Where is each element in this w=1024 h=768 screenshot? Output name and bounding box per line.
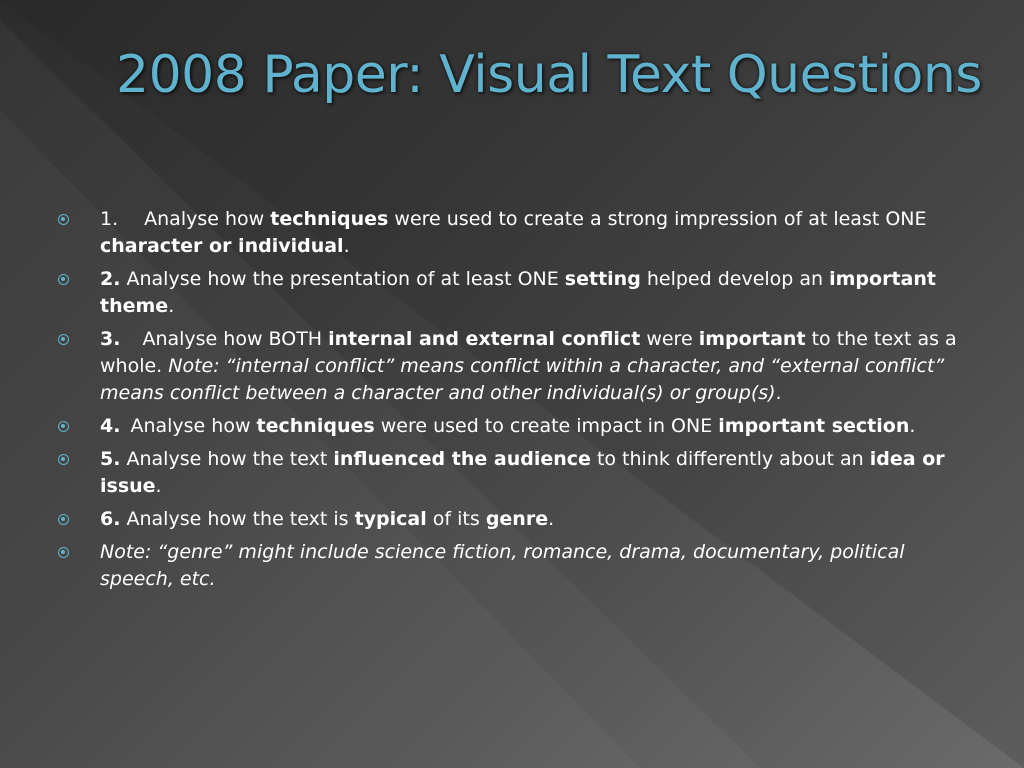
item-text: Analyse how bbox=[144, 208, 271, 230]
item-emphasis: genre bbox=[485, 508, 549, 530]
circled-dot-bullet-icon bbox=[58, 421, 69, 432]
item-number: 2. bbox=[100, 268, 121, 290]
item-emphasis: techniques bbox=[270, 208, 389, 230]
item-number: 1. bbox=[100, 208, 119, 230]
list-item bbox=[58, 266, 978, 320]
slide-title: 2008 Paper: Visual Text Questions bbox=[116, 45, 982, 105]
item-emphasis: important bbox=[698, 328, 806, 350]
item-note: Note: “internal conflict” means conflict within a character, and “external conflict” means conflict between a character and other individual(s) or group(s) bbox=[100, 355, 945, 404]
item-text: helped develop an bbox=[640, 268, 830, 290]
item-text: to the text as a whole. bbox=[100, 328, 957, 377]
item-text: Analyse how the presentation of at least ONE bbox=[120, 268, 565, 290]
item-text: . bbox=[909, 415, 916, 437]
item-number: 3. bbox=[100, 328, 121, 350]
item-text: Analyse how BOTH bbox=[142, 328, 329, 350]
item-note: Note: “genre” might include science fiction, romance, drama, documentary, political speech, etc. bbox=[100, 541, 905, 590]
item-number: 5. bbox=[100, 448, 121, 470]
item-emphasis: techniques bbox=[256, 415, 375, 437]
item-emphasis: influenced the audience bbox=[333, 448, 591, 470]
circled-dot-bullet-icon bbox=[58, 547, 69, 558]
circled-dot-bullet-icon bbox=[58, 274, 69, 285]
item-text: Analyse how the text bbox=[120, 448, 334, 470]
item-emphasis: important theme bbox=[100, 268, 936, 317]
list-item bbox=[58, 326, 978, 407]
item-emphasis: character or individual bbox=[100, 235, 344, 257]
circled-dot-bullet-icon bbox=[58, 214, 69, 225]
item-text: . bbox=[343, 235, 350, 257]
item-text: . bbox=[155, 475, 162, 497]
list-item bbox=[58, 446, 978, 500]
item-text: of its bbox=[426, 508, 486, 530]
item-number: 4. bbox=[100, 415, 121, 437]
item-text: were used to create a strong impression of at least ONE bbox=[388, 208, 927, 230]
circled-dot-bullet-icon bbox=[58, 334, 69, 345]
item-emphasis: internal and external conflict bbox=[328, 328, 641, 350]
item-emphasis: important section bbox=[718, 415, 910, 437]
question-list bbox=[58, 206, 978, 599]
circled-dot-bullet-icon bbox=[58, 454, 69, 465]
circled-dot-bullet-icon bbox=[58, 514, 69, 525]
item-text: Analyse how the text is bbox=[120, 508, 355, 530]
item-text: . bbox=[168, 295, 175, 317]
item-emphasis: idea or issue bbox=[100, 448, 945, 497]
item-text: . bbox=[775, 382, 782, 404]
list-item bbox=[58, 206, 978, 260]
item-number: 6. bbox=[100, 508, 121, 530]
item-emphasis: setting bbox=[564, 268, 641, 290]
list-item bbox=[58, 539, 978, 593]
item-text: were used to create impact in ONE bbox=[374, 415, 719, 437]
item-text: . bbox=[548, 508, 555, 530]
item-text: to think differently about an bbox=[590, 448, 870, 470]
list-item bbox=[58, 506, 978, 533]
item-text: were bbox=[640, 328, 699, 350]
item-text: Analyse how bbox=[130, 415, 257, 437]
item-emphasis: typical bbox=[354, 508, 427, 530]
list-item bbox=[58, 413, 978, 440]
